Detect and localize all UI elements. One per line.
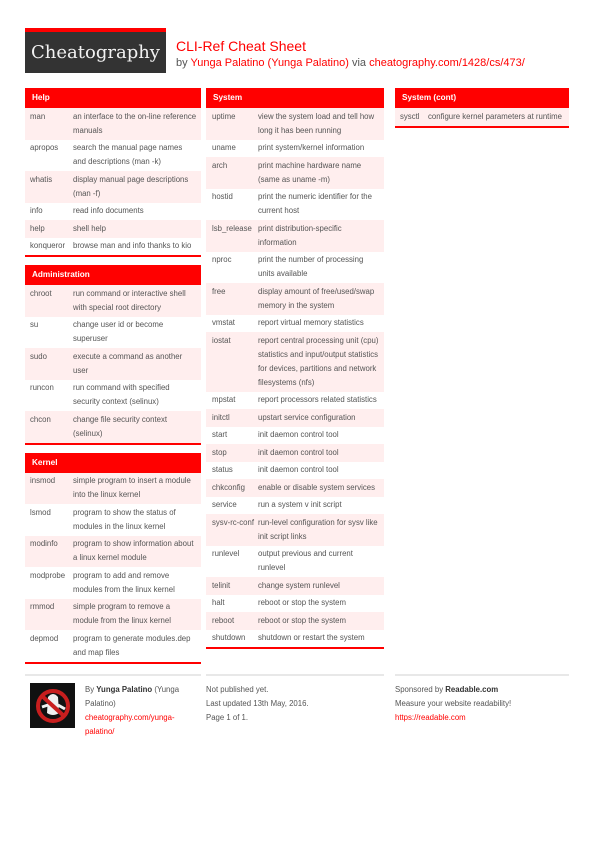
table-row: [25, 171, 201, 203]
table-row: [25, 473, 201, 505]
table-row: [25, 348, 201, 380]
command-description: read info documents: [73, 206, 144, 215]
command-description: simple program to remove a module from the linux kernel: [73, 602, 171, 625]
section-administration: [25, 265, 201, 445]
command-name: lsmod: [30, 507, 51, 517]
table-row: [206, 332, 384, 392]
page-title: CLI-Ref Cheat Sheet: [176, 38, 306, 54]
command-description: display manual page descriptions (man -f): [73, 174, 189, 198]
author-link[interactable]: Yunga Palatino (Yunga Palatino): [190, 57, 349, 69]
command-description: run command with specified security context (selinux): [73, 383, 170, 406]
command-name: sysv-rc-conf: [212, 517, 255, 527]
sponsor-prefix: Sponsored by: [395, 685, 444, 694]
author-name: Yunga Palatino: [96, 685, 153, 694]
command-description: run a system v init script: [258, 500, 342, 509]
command-description: an interface to the on-line reference manuals: [73, 111, 197, 135]
byline: [176, 56, 525, 71]
command-description: print system/kernel information: [258, 143, 365, 152]
command-description: execute a command as another user: [73, 351, 183, 375]
command-name: initctl: [212, 412, 230, 422]
section-system-cont: [395, 88, 569, 128]
section-title: System (cont): [395, 88, 569, 108]
command-description: init daemon control tool: [258, 447, 339, 457]
via-label: via: [351, 57, 367, 69]
table-row: [206, 409, 384, 427]
command-description: change file security context (selinux): [73, 414, 168, 438]
command-description: reboot or stop the system: [258, 598, 346, 607]
table-row: [25, 567, 201, 599]
table-row: [206, 577, 384, 595]
command-name: runlevel: [212, 549, 240, 558]
command-description: report virtual memory statistics: [258, 318, 364, 327]
command-description: print the number of processing units available: [258, 255, 364, 278]
command-name: start: [212, 430, 228, 439]
table-row: [25, 504, 201, 536]
by-label: By: [85, 685, 95, 694]
command-name: stop: [212, 447, 227, 457]
command-name: info: [30, 206, 43, 215]
command-description: configure kernel parameters at runtime: [428, 111, 562, 121]
column-3: [395, 88, 569, 136]
command-description: print distribution-specific information: [258, 223, 342, 247]
table-row: [206, 157, 384, 189]
command-name: insmod: [30, 476, 56, 485]
command-name: reboot: [212, 615, 235, 625]
table-row: [206, 108, 384, 140]
table-row: [206, 479, 384, 497]
section-kernel: [25, 453, 201, 664]
command-description: program to generate modules.dep and map files: [73, 633, 191, 657]
command-name: shutdown: [212, 633, 246, 642]
table-row: [25, 220, 201, 238]
command-name: mpstat: [212, 395, 236, 404]
column-1: [25, 88, 201, 672]
command-description: run-level configuration for sysv like init script links: [258, 517, 378, 541]
sheet-url-link[interactable]: cheatography.com/1428/cs/473/: [369, 57, 525, 69]
table-row: [206, 444, 384, 462]
section-title: Help: [25, 88, 201, 108]
command-description: program to add and remove modules from the linux kernel: [73, 570, 175, 594]
command-description: shell help: [73, 223, 106, 233]
table-row: [206, 595, 384, 613]
table-row: [25, 317, 201, 349]
command-name: whatis: [30, 174, 53, 184]
command-name: rmmod: [30, 602, 55, 611]
table-row: [206, 283, 384, 315]
command-name: vmstat: [212, 318, 235, 327]
author-profile-link[interactable]: cheatography.com/yunga-palatino/: [85, 713, 175, 736]
avatar[interactable]: [30, 683, 75, 728]
command-description: init daemon control tool: [258, 465, 339, 474]
table-row: [206, 189, 384, 221]
command-name: status: [212, 465, 233, 474]
sponsor-tagline: Measure your website readability!: [395, 699, 512, 708]
table-row: [395, 108, 569, 126]
footer-author: [25, 674, 201, 739]
command-name: iostat: [212, 335, 231, 345]
section-title: Administration: [25, 265, 201, 285]
command-name: free: [212, 286, 226, 296]
command-name: sysctl: [400, 111, 420, 121]
command-description: change system runlevel: [258, 580, 340, 590]
command-description: run command or interactive shell with special root directory: [73, 288, 186, 312]
table-row: [206, 612, 384, 630]
table-row: [206, 315, 384, 333]
table-row: [206, 140, 384, 158]
command-name: sudo: [30, 351, 47, 361]
command-description: print machine hardware name (same as uname -m): [258, 160, 362, 184]
command-name: lsb_release: [212, 223, 252, 233]
command-name: help: [30, 223, 45, 233]
command-description: change user id or become superuser: [73, 320, 164, 343]
command-description: program to show the status of modules in the linux kernel: [73, 507, 176, 531]
command-name: runcon: [30, 383, 54, 392]
command-name: konqueror: [30, 241, 66, 250]
command-name: chcon: [30, 414, 51, 424]
sponsor-name: Readable.com: [445, 685, 499, 694]
command-name: apropos: [30, 143, 59, 152]
command-description: init daemon control tool: [258, 430, 339, 439]
command-description: view the system load and tell how long it has been running: [258, 111, 375, 135]
table-row: [25, 536, 201, 568]
command-name: halt: [212, 598, 225, 607]
section-help: [25, 88, 201, 257]
command-description: upstart service configuration: [258, 412, 356, 422]
command-description: reboot or stop the system: [258, 615, 346, 625]
table-row: [206, 514, 384, 546]
command-name: uptime: [212, 111, 236, 121]
table-row: [25, 630, 201, 662]
command-description: simple program to insert a module into the linux kernel: [73, 476, 191, 499]
cheatography-logo[interactable]: Cheatography: [25, 28, 166, 73]
command-description: enable or disable system services: [258, 482, 376, 492]
command-name: chroot: [30, 288, 52, 298]
table-row: [25, 140, 201, 172]
command-description: search the manual page names and descriptions (man -k): [73, 143, 183, 166]
sponsor-line: [395, 683, 569, 697]
command-name: man: [30, 111, 46, 121]
published-status: Not published yet.: [206, 685, 269, 694]
title-block: [176, 38, 525, 71]
table-row: [25, 238, 201, 256]
command-name: service: [212, 500, 237, 509]
last-updated: Last updated 13th May, 2016.: [206, 699, 309, 708]
table-row: [25, 108, 201, 140]
command-name: uname: [212, 143, 236, 152]
command-name: chkconfig: [212, 482, 245, 492]
page-number: Page 1 of 1.: [206, 713, 249, 722]
command-description: report processors related statistics: [258, 395, 377, 404]
command-name: modprobe: [30, 570, 66, 580]
table-row: [206, 252, 384, 284]
command-name: nproc: [212, 255, 232, 264]
section-title: Kernel: [25, 453, 201, 473]
table-row: [25, 203, 201, 221]
ghostbusters-logo-icon: [34, 687, 72, 725]
table-row: [206, 546, 384, 578]
command-name: telinit: [212, 580, 231, 590]
sponsor-link[interactable]: https://readable.com: [395, 713, 466, 722]
command-description: report central processing unit (cpu) statistics and input/output statistics for devices, partitions and network filesystems (nfs): [258, 335, 379, 387]
command-name: modinfo: [30, 539, 58, 548]
column-2: [206, 88, 384, 657]
command-description: output previous and current runlevel: [258, 549, 353, 572]
command-description: display amount of free/used/swap memory in the system: [258, 286, 375, 310]
table-row: [206, 220, 384, 252]
command-description: program to show information about a linux kernel module: [73, 539, 194, 562]
command-description: shutdown or restart the system: [258, 633, 365, 642]
section-system: [206, 88, 384, 649]
table-row: [206, 392, 384, 410]
command-description: browse man and info thanks to kio: [73, 241, 192, 250]
command-name: arch: [212, 160, 228, 170]
table-row: [206, 462, 384, 480]
command-name: hostid: [212, 192, 233, 201]
table-row: [206, 497, 384, 515]
table-row: [25, 380, 201, 412]
command-name: depmod: [30, 633, 59, 643]
author-paren: (Yunga Palatino): [85, 685, 180, 708]
command-name: su: [30, 320, 39, 329]
section-title: System: [206, 88, 384, 108]
footer-sponsor: [395, 674, 569, 725]
table-row: [206, 630, 384, 648]
table-row: [25, 599, 201, 631]
by-label: by: [176, 57, 188, 69]
command-description: print the numeric identifier for the current host: [258, 192, 372, 215]
table-row: [206, 427, 384, 445]
table-row: [25, 285, 201, 317]
table-row: [25, 411, 201, 443]
footer-status: [206, 674, 384, 725]
